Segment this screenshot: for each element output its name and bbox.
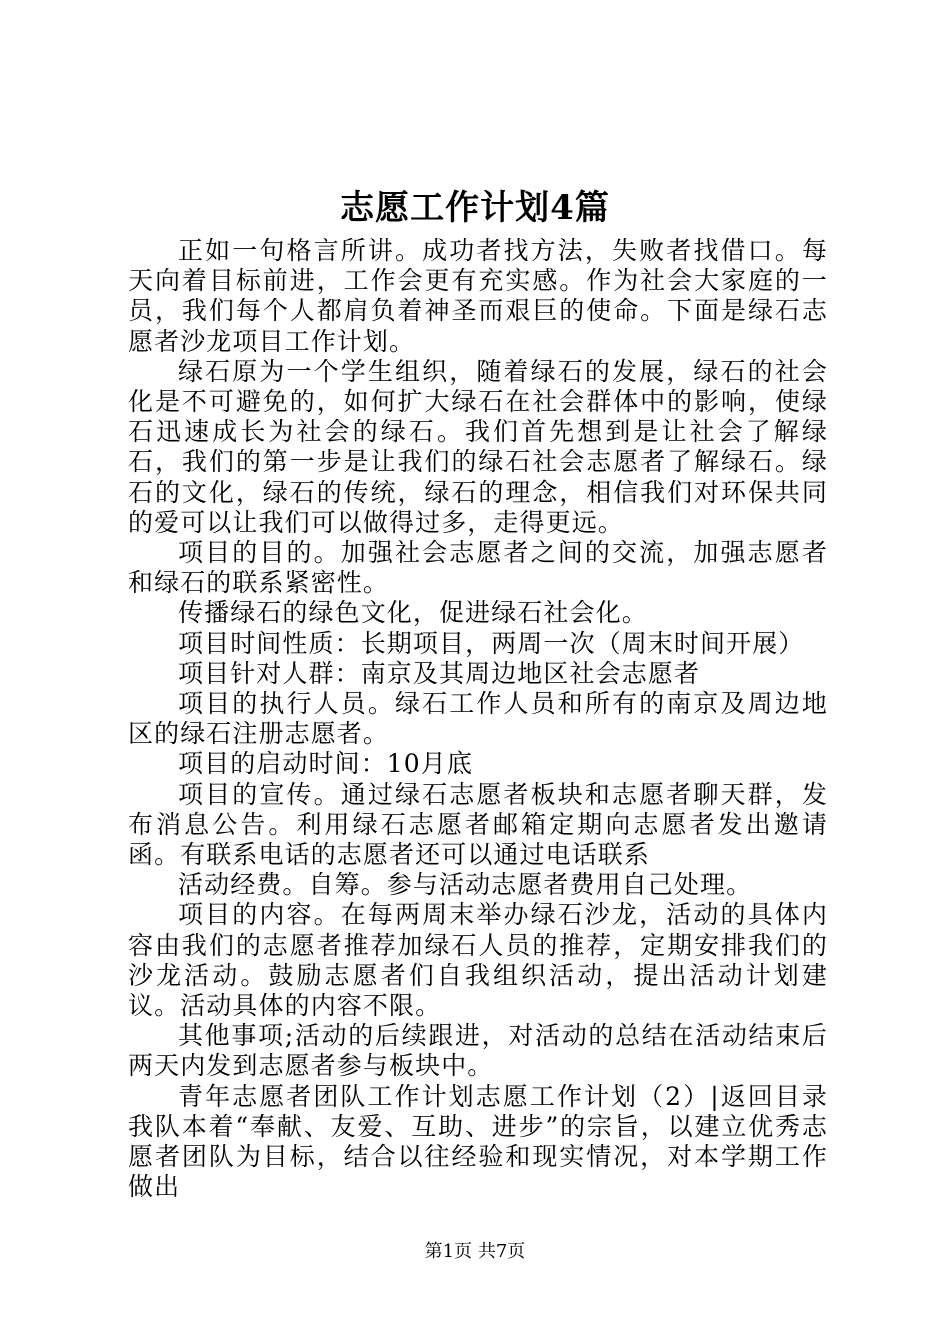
paragraph: 项目时间性质：长期项目，两周一次（周末时间开展） [178, 628, 805, 658]
paragraph: 青年志愿者团队工作计划志愿工作计划（2）|返回目录我队本着“奉献、友爱、互助、进步”的宗旨，以建立优秀志愿者团队为目标，结合以往经验和现实情况，对本学期工作做出 [128, 1081, 828, 1202]
paragraph: 项目的内容。在每两周末举办绿石沙龙，活动的具体内容由我们的志愿者推荐加绿石人员的推荐，定期安排我们的沙龙活动。鼓励志愿者们自我组织活动，提出活动计划建议。活动具体的内容不限。 [128, 900, 828, 1021]
paragraph: 项目的启动时间：10月底 [178, 749, 474, 779]
paragraph: 正如一句格言所讲。成功者找方法，失败者找借口。每天向着目标前进，工作会更有充实感。作为社会大家庭的一员，我们每个人都肩负着神圣而艰巨的使命。下面是绿石志愿者沙龙项目工作计划。 [128, 236, 828, 356]
paragraph: 项目针对人群：南京及其周边地区社会志愿者 [178, 658, 701, 688]
paragraph: 传播绿石的绿色文化，促进绿石社会化。 [178, 598, 648, 628]
document-body [128, 236, 828, 1203]
page-footer: 第1页 共7页 [424, 1241, 526, 1262]
document-title: 志愿工作计划4篇 [340, 188, 610, 228]
paragraph: 项目的宣传。通过绿石志愿者板块和志愿者聊天群，发布消息公告。利用绿石志愿者邮箱定期向志愿者发出邀请函。有联系电话的志愿者还可以通过电话联系 [128, 779, 828, 870]
paragraph: 活动经费。自筹。参与活动志愿者费用自己处理。 [178, 870, 753, 900]
paragraph: 项目的执行人员。绿石工作人员和所有的南京及周边地区的绿石注册志愿者。 [128, 689, 828, 749]
paragraph: 其他事项;活动的后续跟进，对活动的总结在活动结束后两天内发到志愿者参与板块中。 [128, 1021, 828, 1081]
paragraph: 绿石原为一个学生组织，随着绿石的发展，绿石的社会化是不可避免的，如何扩大绿石在社会群体中的影响，使绿石迅速成长为社会的绿石。我们首先想到是让社会了解绿石，我们的第一步是让我们的绿石社会志愿者了解绿石。绿石的文化，绿石的传统，绿石的理念，相信我们对环保共同的爱可以让我们可以做得过多，走得更远。 [128, 356, 828, 537]
paragraph: 项目的目的。加强社会志愿者之间的交流，加强志愿者和绿石的联系紧密性。 [128, 538, 828, 598]
